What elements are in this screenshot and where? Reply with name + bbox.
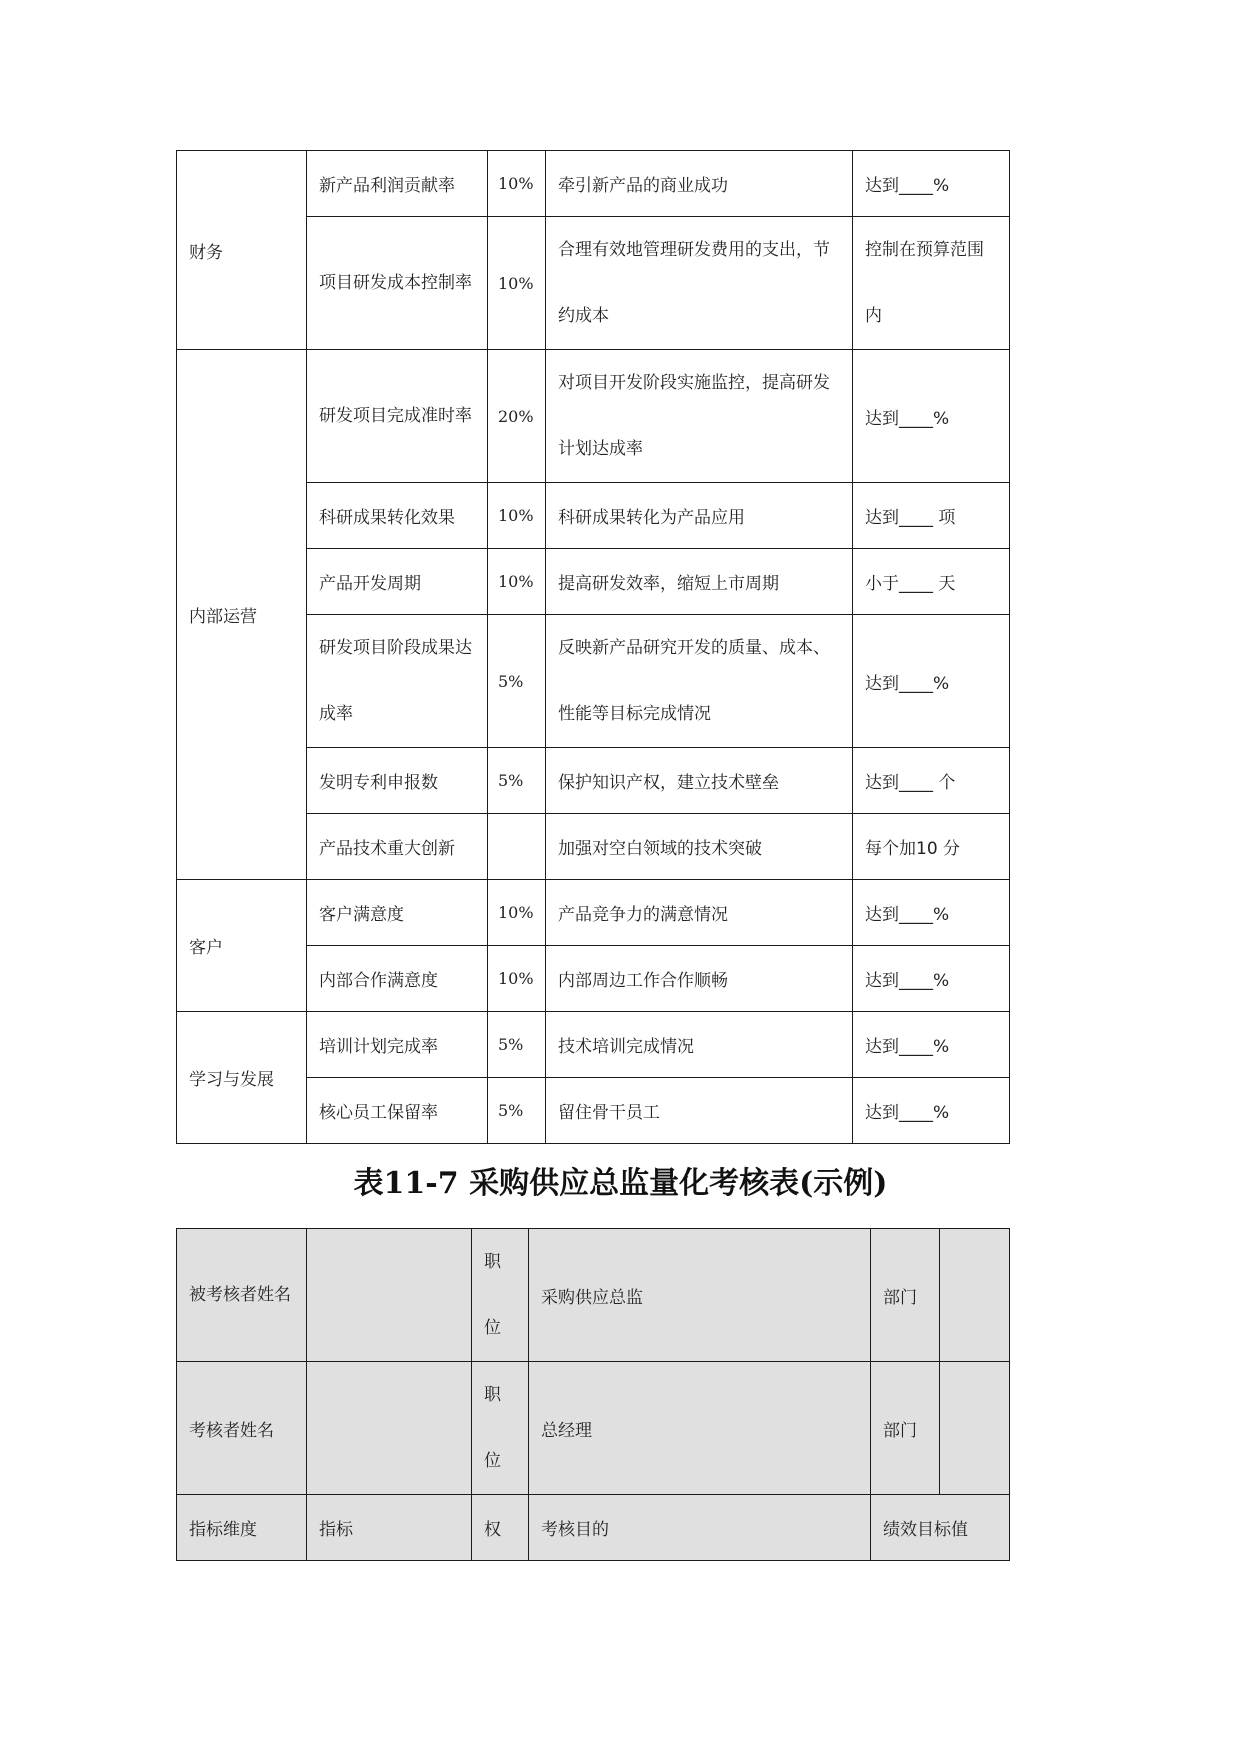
assessor-department-value[interactable] — [940, 1362, 1010, 1495]
weight-cell: 5% — [488, 748, 546, 814]
assessee-name-label: 被考核者姓名 — [177, 1229, 307, 1362]
target-cell: 达到____% — [853, 151, 1010, 217]
purpose-cell: 牵引新产品的商业成功 — [546, 151, 853, 217]
position-label: 职位 — [472, 1229, 529, 1362]
table-row — [177, 350, 1010, 483]
table-row — [177, 1362, 1010, 1495]
header-indicator: 指标 — [307, 1495, 472, 1561]
assessor-name-label: 考核者姓名 — [177, 1362, 307, 1495]
indicator-cell: 产品技术重大创新 — [307, 814, 488, 880]
group-cell-internal: 内部运营 — [177, 350, 307, 880]
purpose-cell: 产品竞争力的满意情况 — [546, 880, 853, 946]
weight-cell: 10% — [488, 549, 546, 615]
weight-cell: 10% — [488, 880, 546, 946]
target-cell: 达到____% — [853, 880, 1010, 946]
group-cell-customer: 客户 — [177, 880, 307, 1012]
header-purpose: 考核目的 — [529, 1495, 871, 1561]
assessor-name-value[interactable] — [307, 1362, 472, 1495]
table-row — [177, 1229, 1010, 1362]
purpose-cell: 留住骨干员工 — [546, 1078, 853, 1144]
indicator-cell: 研发项目阶段成果达成率 — [307, 615, 488, 748]
target-cell: 达到____% — [853, 946, 1010, 1012]
target-cell: 达到____% — [853, 615, 1010, 748]
kpi-table — [176, 150, 1010, 1144]
table-heading: 表11-7 采购供应总监量化考核表(示例) — [353, 1166, 888, 1201]
assessee-department-value[interactable] — [940, 1229, 1010, 1362]
target-cell: 达到____% — [853, 1078, 1010, 1144]
indicator-cell: 研发项目完成准时率 — [307, 350, 488, 483]
purpose-cell: 科研成果转化为产品应用 — [546, 483, 853, 549]
department-label: 部门 — [871, 1362, 940, 1495]
group-cell-learning: 学习与发展 — [177, 1012, 307, 1144]
target-cell: 达到____ 个 — [853, 748, 1010, 814]
target-cell: 小于____ 天 — [853, 549, 1010, 615]
weight-cell: 10% — [488, 483, 546, 549]
weight-cell: 5% — [488, 615, 546, 748]
header-weight: 权 — [472, 1495, 529, 1561]
group-cell-finance: 财务 — [177, 151, 307, 350]
weight-cell: 5% — [488, 1078, 546, 1144]
purpose-cell: 加强对空白领域的技术突破 — [546, 814, 853, 880]
purpose-cell: 合理有效地管理研发费用的支出，节约成本 — [546, 217, 853, 350]
purpose-cell: 反映新产品研究开发的质量、成本、性能等目标完成情况 — [546, 615, 853, 748]
weight-cell: 5% — [488, 1012, 546, 1078]
header-target: 绩效目标值 — [871, 1495, 1010, 1561]
assessee-name-value[interactable] — [307, 1229, 472, 1362]
purpose-cell: 技术培训完成情况 — [546, 1012, 853, 1078]
weight-cell: 10% — [488, 946, 546, 1012]
indicator-cell: 科研成果转化效果 — [307, 483, 488, 549]
weight-cell: 20% — [488, 350, 546, 483]
indicator-cell: 项目研发成本控制率 — [307, 217, 488, 350]
indicator-cell: 发明专利申报数 — [307, 748, 488, 814]
target-cell: 控制在预算范围内 — [853, 217, 1010, 350]
assessment-form-table — [176, 1228, 1010, 1561]
target-cell: 达到____% — [853, 350, 1010, 483]
table-row — [177, 1012, 1010, 1078]
target-cell: 达到____ 项 — [853, 483, 1010, 549]
header-dimension: 指标维度 — [177, 1495, 307, 1561]
assessee-position-value: 采购供应总监 — [529, 1229, 871, 1362]
table-row — [177, 151, 1010, 217]
target-cell: 达到____% — [853, 1012, 1010, 1078]
position-label: 职位 — [472, 1362, 529, 1495]
indicator-cell: 培训计划完成率 — [307, 1012, 488, 1078]
indicator-cell: 客户满意度 — [307, 880, 488, 946]
purpose-cell: 提高研发效率，缩短上市周期 — [546, 549, 853, 615]
table-header-row — [177, 1495, 1010, 1561]
weight-cell: 10% — [488, 151, 546, 217]
assessor-position-value: 总经理 — [529, 1362, 871, 1495]
indicator-cell: 核心员工保留率 — [307, 1078, 488, 1144]
purpose-cell: 内部周边工作合作顺畅 — [546, 946, 853, 1012]
target-cell: 每个加10 分 — [853, 814, 1010, 880]
weight-cell: 10% — [488, 217, 546, 350]
indicator-cell: 产品开发周期 — [307, 549, 488, 615]
purpose-cell: 对项目开发阶段实施监控，提高研发计划达成率 — [546, 350, 853, 483]
indicator-cell: 新产品利润贡献率 — [307, 151, 488, 217]
indicator-cell: 内部合作满意度 — [307, 946, 488, 1012]
department-label: 部门 — [871, 1229, 940, 1362]
purpose-cell: 保护知识产权，建立技术壁垒 — [546, 748, 853, 814]
weight-cell — [488, 814, 546, 880]
table-row — [177, 880, 1010, 946]
